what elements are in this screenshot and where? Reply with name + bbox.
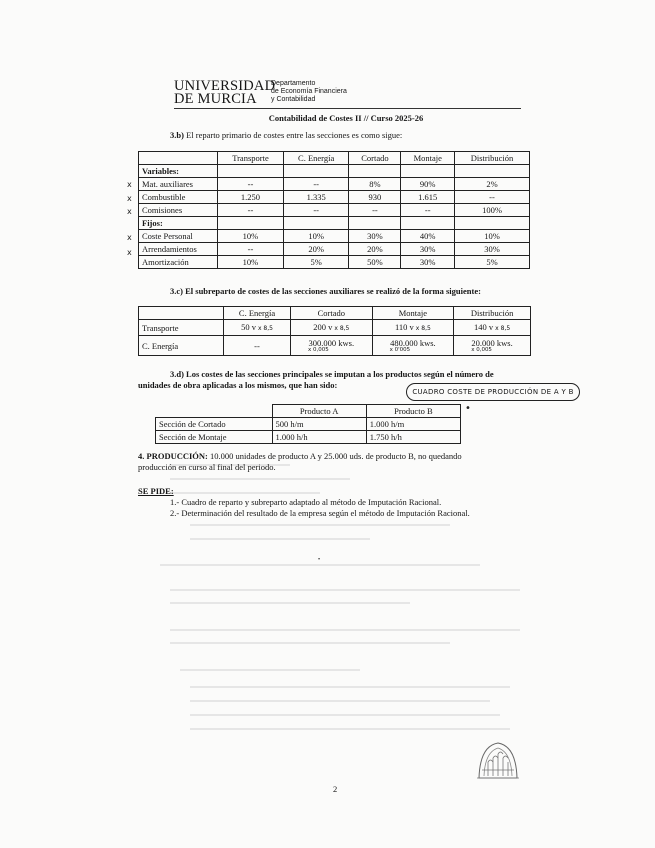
se-pide-title: SE PIDE: — [138, 486, 174, 496]
table-header-cell: Montaje — [401, 152, 455, 165]
table-header-cell: C. Energía — [224, 307, 291, 320]
table-header-row — [139, 152, 530, 165]
section-4-line-2: producción en curso al final del periodo. — [138, 462, 276, 472]
table-cell — [218, 217, 284, 230]
handwritten-multiplier: x 0'005 — [389, 346, 411, 353]
table-cell: -- — [218, 178, 284, 191]
row-label: Coste Personal — [139, 230, 218, 243]
table-cell: 90% — [401, 178, 455, 191]
table-row — [139, 204, 530, 217]
table-cell — [454, 217, 529, 230]
table-cell: 20% — [283, 243, 348, 256]
table-header-cell: Cortado — [291, 307, 373, 320]
table-cell: 1.615 — [401, 191, 455, 204]
table-cell — [454, 320, 531, 336]
table-subdistribution — [138, 306, 531, 356]
section-3d-intro-line-1: 3.d) Los costes de las secciones principales se imputan a los productos según el número de — [170, 369, 494, 379]
header-rule — [174, 108, 521, 109]
table-cell — [349, 217, 401, 230]
table-header-cell: Cortado — [349, 152, 401, 165]
table-cell: 500 h/m — [272, 418, 366, 431]
course-title: Contabilidad de Costes II // Curso 2025-26 — [268, 113, 424, 123]
margin-mark: x — [127, 207, 132, 216]
table-cell: 2% — [454, 178, 529, 191]
table-cell — [283, 165, 348, 178]
row-label: Transporte — [139, 320, 224, 336]
table-group-row — [139, 165, 530, 178]
table-row — [139, 178, 530, 191]
table-header-row — [156, 405, 461, 418]
table-header-cell — [156, 405, 273, 418]
section-3b-intro — [170, 130, 402, 141]
table-cell: 30% — [401, 243, 455, 256]
table-cell — [218, 165, 284, 178]
table-cell: -- — [401, 204, 455, 217]
table-cell: -- — [218, 204, 284, 217]
table-header-cell — [139, 307, 224, 320]
department-name — [271, 80, 347, 104]
handwritten-multiplier: x 8,5 — [495, 324, 511, 332]
section-3b-text: El reparto primario de costes entre las secciones es como sigue: — [186, 130, 403, 140]
department-line-1: Departamento — [271, 80, 316, 87]
table-cell: 10% — [218, 230, 284, 243]
table-cell — [224, 320, 291, 336]
table-cell: 40% — [401, 230, 455, 243]
handwritten-multiplier: x 8,5 — [415, 324, 431, 332]
university-line-1: UNIVERSIDAD — [174, 78, 276, 94]
row-label: C. Energía — [139, 336, 224, 356]
table-cell: 30% — [401, 256, 455, 269]
table-header-cell: Distribución — [454, 307, 531, 320]
section-3b-number: 3.b) — [170, 130, 184, 140]
table-cell: 1.250 — [218, 191, 284, 204]
page-number: 2 — [333, 784, 338, 794]
table-row — [139, 336, 531, 356]
table-cell: 5% — [454, 256, 529, 269]
row-label: Sección de Montaje — [156, 431, 273, 444]
table-cell — [349, 165, 401, 178]
table-cell: 10% — [454, 230, 529, 243]
margin-mark: x — [127, 233, 132, 242]
cell-value: 300.000 kws. — [308, 337, 355, 348]
margin-mark: x — [127, 194, 132, 203]
table-cell — [401, 165, 455, 178]
handwritten-note: CUADRO COSTE DE PRODUCCIÓN DE A Y B — [406, 383, 580, 401]
table-cell: -- — [224, 336, 291, 356]
row-label: Mat. auxiliares — [139, 178, 218, 191]
table-cell: -- — [283, 204, 348, 217]
table-header-cell: Transporte — [218, 152, 284, 165]
table-cell: -- — [218, 243, 284, 256]
stray-dot: • — [318, 557, 321, 563]
table-cell: 1.750 h/h — [366, 431, 460, 444]
margin-mark: x — [127, 248, 132, 257]
table-cell: 50% — [349, 256, 401, 269]
table-header-cell: C. Energía — [283, 152, 348, 165]
group-label-variables: Variables: — [139, 165, 218, 178]
table-cell — [454, 165, 529, 178]
table-row — [156, 431, 461, 444]
table-row — [139, 230, 530, 243]
se-pide-item-2: 2.- Determinación del resultado de la empresa según el método de Imputación Racional. — [170, 508, 470, 518]
cell-value: 20.000 kws. — [471, 337, 513, 348]
table-row — [139, 191, 530, 204]
row-label: Comisiones — [139, 204, 218, 217]
table-header-cell — [139, 152, 218, 165]
handwritten-multiplier: x 0,005 — [471, 346, 492, 353]
table-row — [139, 320, 531, 336]
table-cell — [283, 217, 348, 230]
table-cell: -- — [454, 191, 529, 204]
table-row — [139, 256, 530, 269]
row-label: Amortización — [139, 256, 218, 269]
handwritten-multiplier: x 0,005 — [308, 346, 329, 353]
table-units-of-work — [155, 404, 461, 444]
university-line-2: DE MURCIA — [174, 91, 257, 107]
table-cell — [372, 336, 454, 356]
table-cell: 5% — [283, 256, 348, 269]
table-group-row — [139, 217, 530, 230]
table-cell: 1.000 h/m — [366, 418, 460, 431]
table-cell: 30% — [349, 230, 401, 243]
table-cell: 10% — [218, 256, 284, 269]
department-line-3: y Contabilidad — [271, 96, 316, 103]
table-cell — [291, 320, 373, 336]
table-header-cell: Producto B — [366, 405, 460, 418]
table-header-cell: Montaje — [372, 307, 454, 320]
table-header-row — [139, 307, 531, 320]
row-label: Combustible — [139, 191, 218, 204]
table-row — [156, 418, 461, 431]
table-row — [139, 243, 530, 256]
university-seal-icon — [476, 740, 520, 785]
table-cell: 10% — [283, 230, 348, 243]
table-cell: 1.335 — [283, 191, 348, 204]
university-name — [174, 80, 275, 106]
cell-value: 110 v — [394, 321, 414, 332]
section-3d-intro-line-2: unidades de obra aplicadas a los mismos, que han sido: — [138, 380, 338, 390]
table-cell — [401, 217, 455, 230]
cell-value: 50 v — [241, 321, 256, 332]
section-4-number: 4. PRODUCCIÓN: — [138, 451, 208, 461]
handwritten-multiplier: x 8,5 — [257, 324, 273, 332]
group-label-fijos: Fijos: — [139, 217, 218, 230]
handwritten-dot: • — [465, 403, 471, 414]
section-4-line-1 — [138, 451, 462, 462]
table-cell: -- — [349, 204, 401, 217]
table-header-cell: Producto A — [272, 405, 366, 418]
se-pide-item-1: 1.- Cuadro de reparto y subreparto adaptado al método de Imputación Racional. — [170, 497, 442, 507]
section-4-text: 10.000 unidades de producto A y 25.000 uds. de producto B, no quedando — [207, 451, 462, 461]
table-primary-distribution — [138, 151, 530, 269]
cell-value: 200 v — [313, 321, 333, 332]
table-cell — [454, 336, 531, 356]
table-cell: 20% — [349, 243, 401, 256]
table-cell: 1.000 h/h — [272, 431, 366, 444]
table-cell: 100% — [454, 204, 529, 217]
table-cell — [372, 320, 454, 336]
table-cell: 30% — [454, 243, 529, 256]
cell-value: 480.000 kws. — [390, 337, 436, 348]
row-label: Arrendamientos — [139, 243, 218, 256]
table-cell — [291, 336, 373, 356]
table-cell: -- — [283, 178, 348, 191]
table-cell: 930 — [349, 191, 401, 204]
department-line-2: de Economía Financiera — [271, 88, 347, 95]
table-cell: 8% — [349, 178, 401, 191]
cell-value: 140 v — [474, 321, 494, 332]
row-label: Sección de Cortado — [156, 418, 273, 431]
section-3c-intro: 3.c) El subreparto de costes de las secciones auxiliares se realizó de la forma siguiente: — [170, 286, 481, 296]
handwritten-multiplier: x 8,5 — [334, 324, 350, 332]
margin-mark: x — [127, 180, 132, 189]
table-header-cell: Distribución — [454, 152, 529, 165]
